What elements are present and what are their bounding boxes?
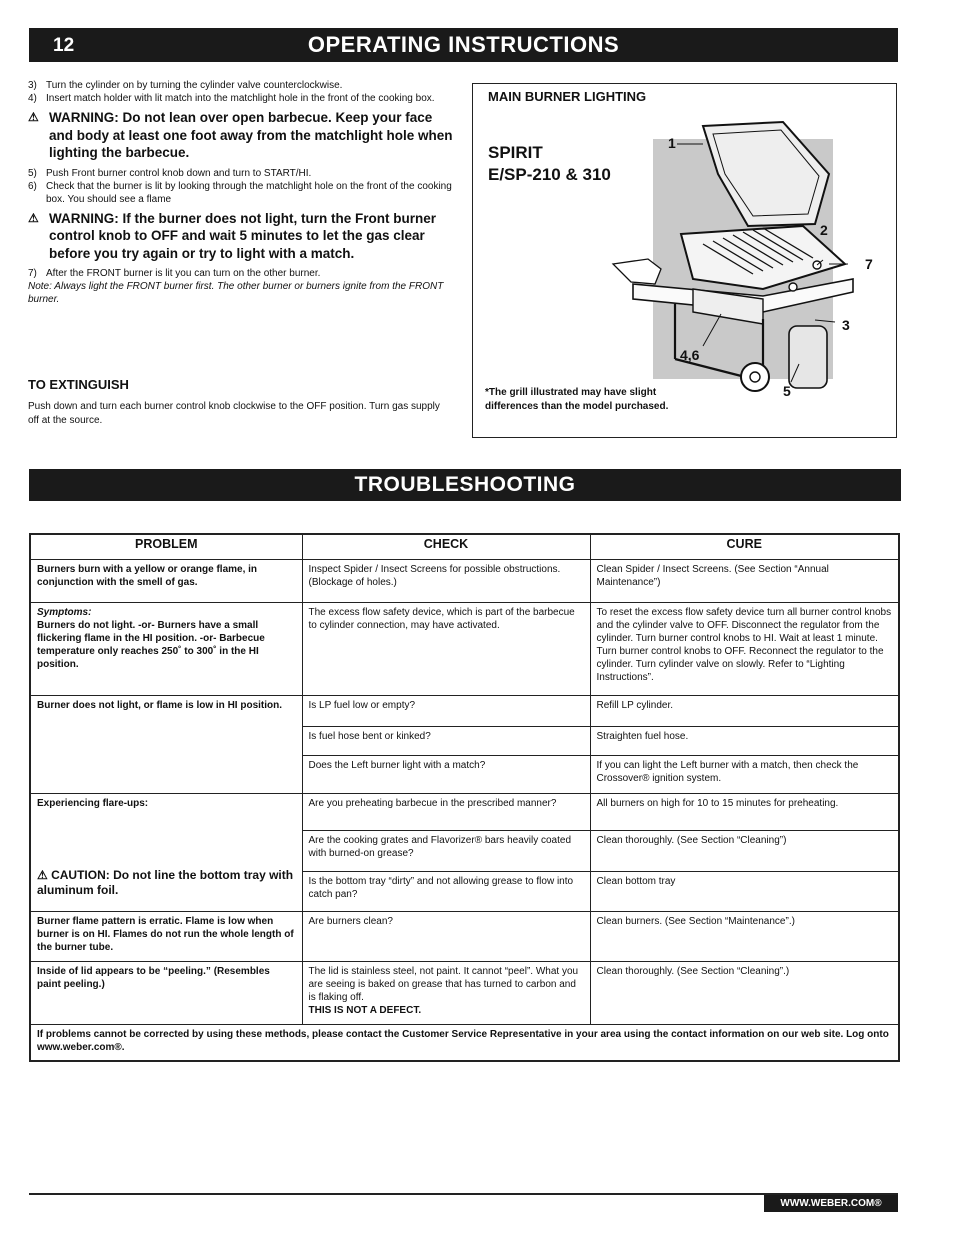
problem-text: Experiencing flare-ups:: [37, 798, 149, 809]
callout-5: 5: [783, 383, 791, 399]
section-header-operating: [29, 28, 898, 62]
check-cell: Is the bottom tray “dirty” and not allowing grease to flow into catch pan?: [302, 872, 590, 912]
warning-lean: ⚠ WARNING: Do not lean over open barbecue. Keep your face and body at least one foot away from the matchlight hole when lighting the barbecue.: [28, 110, 453, 160]
extinguish-heading: TO EXTINGUISH: [28, 377, 129, 392]
footer-url: WWW.WEBER.COM®: [764, 1195, 898, 1212]
table-row: [30, 560, 899, 603]
problem-cell: Burners burn with a yellow or orange flame, in conjunction with the smell of gas.: [30, 560, 302, 603]
page-number: 12: [53, 35, 75, 56]
front-burner-note: Note: Always light the FRONT burner first. The other burner or burners ignite from the FRONT burner.: [28, 281, 444, 305]
table-header-row: [30, 534, 899, 560]
step-5: 5) Push Front burner control knob down and turn to START/HI.: [28, 167, 312, 179]
col-check: CHECK: [302, 534, 590, 560]
cure-cell: Clean thoroughly. (See Section “Cleaning”.): [590, 962, 899, 1025]
check-cell: Inspect Spider / Insect Screens for possible obstructions. (Blockage of holes.): [302, 560, 590, 603]
step-3: 3) Turn the cylinder on by turning the cylinder valve counterclockwise.: [28, 80, 343, 91]
table-row: [30, 912, 899, 962]
warning-icon: ⚠: [28, 210, 39, 225]
problem-cell: Burner flame pattern is erratic. Flame is low when burner is on HI. Flames do not run the whole length of the burner tube.: [30, 912, 302, 962]
contact-note: If problems cannot be corrected by using these methods, please contact the Customer Service Representative in your area using the contact information on our web site. Log onto www.weber.com®.: [30, 1025, 899, 1061]
lighting-steps: [28, 79, 456, 306]
col-problem: PROBLEM: [30, 534, 302, 560]
cure-cell: Clean burners. (See Section “Maintenance”.): [590, 912, 899, 962]
grill-illustration: [603, 114, 883, 394]
check-cell: The excess flow safety device, which is part of the barbecue to cylinder connection, may have activated.: [302, 603, 590, 696]
callout-3: 3: [842, 317, 850, 333]
caution-note: ⚠ CAUTION: Do not line the bottom tray with aluminum foil.: [37, 868, 294, 897]
problem-cell: Inside of lid appears to be “peeling.” (Resembles paint peeling.): [30, 962, 302, 1025]
cure-cell: Clean thoroughly. (See Section “Cleaning”): [590, 831, 899, 872]
check-cell: Are the cooking grates and Flavorizer® bars heavily coated with burned-on grease?: [302, 831, 590, 872]
check-cell: Are burners clean?: [302, 912, 590, 962]
check-cell: Does the Left burner light with a match?: [302, 756, 590, 794]
check-cell: Are you preheating barbecue in the prescribed manner?: [302, 794, 590, 831]
check-cell: Is fuel hose bent or kinked?: [302, 727, 590, 756]
section-header-troubleshooting: [29, 469, 901, 501]
step-7: 7) After the FRONT burner is lit you can turn on the other burner.: [28, 268, 321, 279]
callout-1: 1: [668, 135, 676, 151]
col-cure: CURE: [590, 534, 899, 560]
figure-title: MAIN BURNER LIGHTING: [488, 89, 647, 104]
table-row: [30, 603, 899, 696]
check-cell: Is LP fuel low or empty?: [302, 696, 590, 727]
step-6: 6) Check that the burner is lit by looking through the matchlight hole on the front of the cooking box. You should see a flame: [28, 180, 452, 205]
problem-cell: Burner does not light, or flame is low in HI position.: [30, 696, 302, 794]
warning-icon: ⚠: [37, 868, 52, 882]
problem-cell: [30, 603, 302, 696]
section-title: OPERATING INSTRUCTIONS: [307, 32, 620, 57]
table-row: [30, 794, 899, 831]
step-4: 4) Insert match holder with lit match into the matchlight hole in the front of the cooking box.: [28, 93, 435, 104]
cure-cell: Straighten fuel hose.: [590, 727, 899, 756]
cure-cell: Clean bottom tray: [590, 872, 899, 912]
callout-7: 7: [865, 256, 873, 272]
cure-cell: To reset the excess flow safety device turn all burner control knobs and the cylinder valve to OFF. Disconnect the regulator from the cylinder. Turn burner control knobs to HI. Wait at least 1 minute. Turn burner control knobs to OFF. Reconnect the regulator to the cylinder. Turn cylinder valve on slowly. Refer to “Lighting Instructions”.: [590, 603, 899, 696]
troubleshooting-title: TROUBLESHOOTING: [354, 473, 576, 496]
table-footer-row: [30, 1025, 899, 1061]
cure-cell: If you can light the Left burner with a match, then check the Crossover® ignition system.: [590, 756, 899, 794]
table-row: [30, 696, 899, 727]
troubleshooting-table: [29, 533, 900, 1062]
symptoms-label: Symptoms:: [37, 607, 92, 618]
not-a-defect: THIS IS NOT A DEFECT.: [308, 1005, 422, 1016]
extinguish-text: Push down and turn each burner control knob clockwise to the OFF position. Turn gas supply off at the source.: [28, 401, 440, 426]
cure-cell: Clean Spider / Insect Screens. (See Section “Annual Maintenance”): [590, 560, 899, 603]
table-row: [30, 962, 899, 1025]
cure-cell: All burners on high for 10 to 15 minutes for preheating.: [590, 794, 899, 831]
callout-2: 2: [820, 222, 828, 238]
model-name: SPIRIT E/SP-210 & 310: [488, 143, 611, 184]
callout-4-6: 4,6: [680, 347, 700, 363]
warning-icon: ⚠: [28, 110, 39, 124]
problem-cell: [30, 794, 302, 912]
problem-text: Burners do not light. -or- Burners have a small flickering flame in the HI position. -or- Barbecue temperature only reaches 250˚ to 300˚ in the HI position.: [37, 620, 265, 670]
burner-lighting-figure: [472, 83, 897, 438]
figure-disclaimer: *The grill illustrated may have slight differences than the model purchased.: [485, 387, 669, 412]
check-cell: The lid is stainless steel, not paint. It cannot “peel”. What you are seeing is baked on grease that has turned to carbon and is flaking off. THIS IS NOT A DEFECT.: [302, 962, 590, 1025]
warning-no-light: ⚠ WARNING: If the burner does not light, turn the Front burner control knob to OFF and wait 5 minutes to let the gas clear before you try again or try to light with a match.: [28, 210, 436, 261]
cure-cell: Refill LP cylinder.: [590, 696, 899, 727]
